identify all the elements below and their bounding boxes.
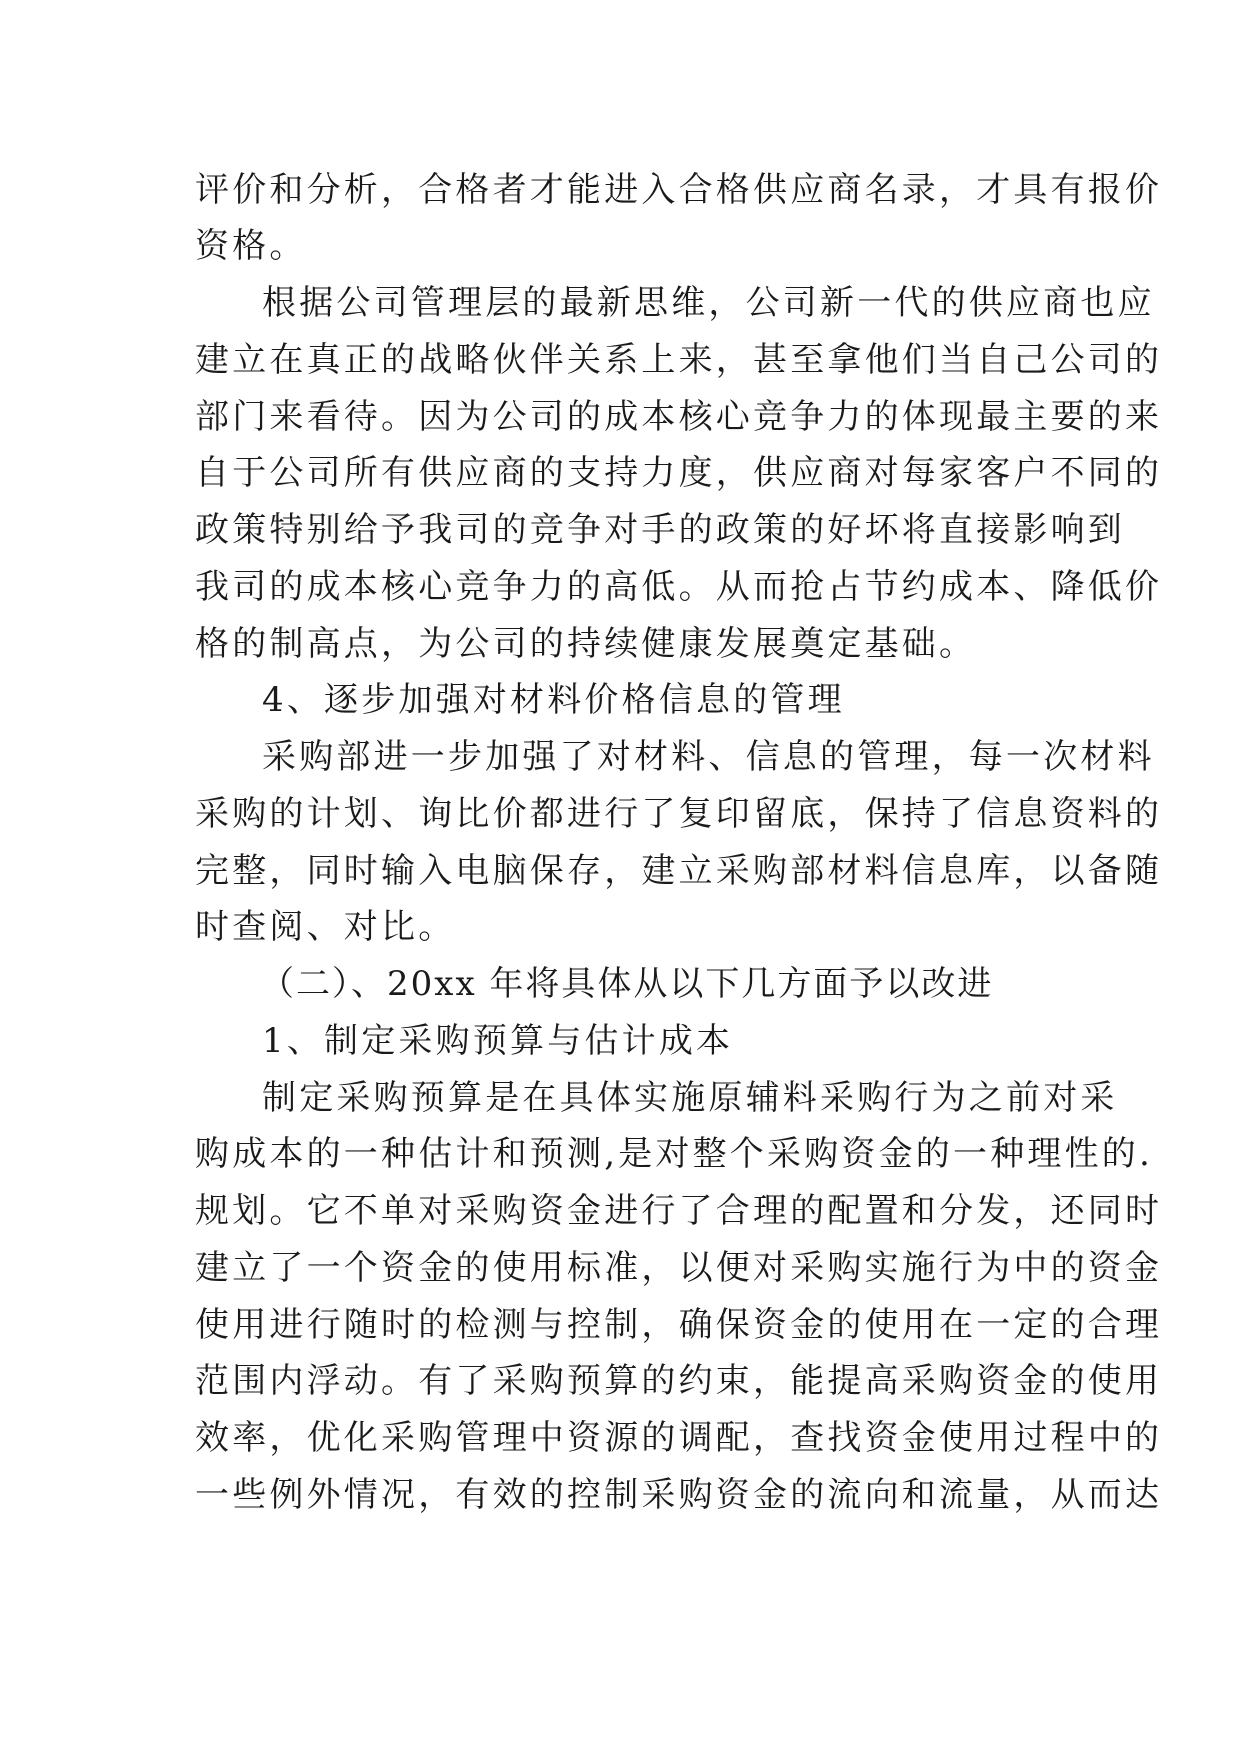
text-line: 购成本的一种估计和预测,是对整个采购资金的一种理性的. (195, 1134, 1154, 1174)
text-line: 规划。它不单对采购资金进行了合理的配置和分发，还同时 (195, 1191, 1163, 1231)
paragraph-start-line: 采购部进一步加强了对材料、信息的管理，每一次材料 (262, 737, 1155, 777)
section-heading: 4、逐步加强对材料价格信息的管理 (262, 680, 845, 720)
text-line: 一些例外情况，有效的控制采购资金的流向和流量，从而达 (195, 1475, 1163, 1515)
text-line: 使用进行随时的检测与控制，确保资金的使用在一定的合理 (195, 1305, 1163, 1345)
text-line: 建立了一个资金的使用标准，以便对采购实施行为中的资金 (195, 1248, 1163, 1288)
section-heading: （二）、20xx 年将具体从以下几方面予以改进 (260, 964, 994, 1004)
text-line: 范围内浮动。有了采购预算的约束，能提高采购资金的使用 (195, 1361, 1163, 1401)
text-line: 格的制高点，为公司的持续健康发展奠定基础。 (195, 624, 977, 664)
text-line: 完整，同时输入电脑保存，建立采购部材料信息库，以备随 (195, 851, 1163, 891)
text-line: 我司的成本核心竞争力的高低。从而抢占节约成本、降低价 (195, 567, 1163, 607)
paragraph-start-line: 根据公司管理层的最新思维，公司新一代的供应商也应 (262, 283, 1155, 323)
text-line: 资格。 (195, 226, 307, 266)
text-line: 采购的计划、询比价都进行了复印留底，保持了信息资料的 (195, 794, 1163, 834)
text-line: 评价和分析，合格者才能进入合格供应商名录，才具有报价 (195, 170, 1163, 210)
paragraph-start-line: 制定采购预算是在具体实施原辅料采购行为之前对采 (262, 1078, 1118, 1118)
section-heading: 1、制定采购预算与估计成本 (262, 1021, 734, 1061)
text-line: 时查阅、对比。 (195, 907, 456, 947)
text-line: 部门来看待。因为公司的成本核心竞争力的体现最主要的来 (195, 397, 1163, 437)
text-line: 效率，优化采购管理中资源的调配，查找资金使用过程中的 (195, 1418, 1163, 1458)
text-line: 政策特别给予我司的竞争对手的政策的好坏将直接影响到 (195, 510, 1125, 550)
text-line: 自于公司所有供应商的支持力度，供应商对每家客户不同的 (195, 453, 1163, 493)
text-line: 建立在真正的战略伙伴关系上来，甚至拿他们当自己公司的 (195, 340, 1163, 380)
